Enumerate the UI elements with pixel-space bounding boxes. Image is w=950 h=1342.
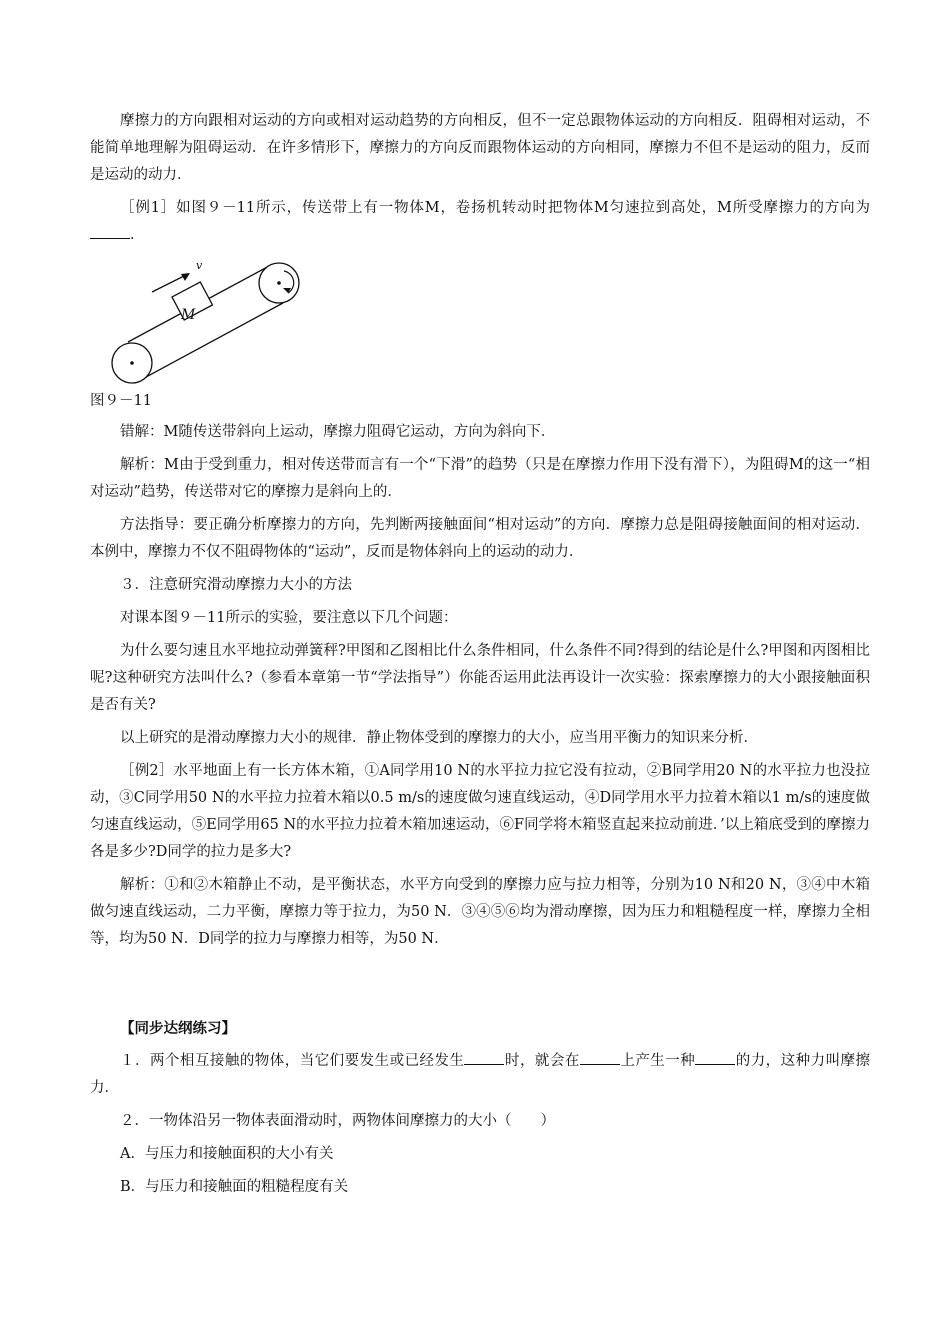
example-2: ［例2］水平地面上有一长方体木箱，①A同学用10 N的水平拉力拉它没有拉动，②B同学用20 N的水平拉力也没拉动，③C同学用50 N的水平拉力拉着木箱以0.5 m/s的速度做匀速直线运动，④D同学用水平力拉着木箱以1 m/s的速度做匀速直线运动，⑤E同学用65 N的水平拉力拉着木箱加速运动，⑥F同学将木箱竖直起来拉动前进．’以上箱底受到的摩擦力各是多少?D同学的拉力是多大? bbox=[90, 763, 870, 860]
block-m-label: M bbox=[181, 307, 196, 323]
conveyor-belt-figure bbox=[90, 259, 310, 389]
example-1-end: ． bbox=[130, 227, 145, 243]
question-1-part-d: 的力，这种力叫摩擦力． bbox=[90, 1053, 871, 1096]
belt-bottom-line bbox=[135, 303, 283, 383]
paragraph-friction-direction: 摩擦力的方向跟相对运动的方向或相对运动趋势的方向相反，但不一定总跟物体运动的方向相反．阻碍相对运动，不能简单地理解为阻碍运动．在许多情形下，摩擦力的方向反而跟物体运动的方向相同，摩擦力不但不是运动的阻力，反而是运动的动力． bbox=[90, 113, 870, 183]
upper-pulley-axle bbox=[277, 281, 281, 285]
conveyor-diagram bbox=[90, 259, 310, 389]
figure-caption: 图９－11 bbox=[90, 393, 152, 409]
question-1-part-b: 时，就会在 bbox=[504, 1053, 580, 1069]
question-1-blank-3 bbox=[695, 1050, 735, 1065]
analysis-2: 解析：①和②木箱静止不动，是平衡状态，水平方向受到的摩擦力应与拉力相等，分别为10 N和20 N，③④中木箱做匀速直线运动，二力平衡，摩擦力等于拉力，为50 N．③④⑤⑥均为滑动摩擦，因为压力和粗糙程度一样，摩擦力全相等，均为50 N．D同学的拉力与摩擦力相等，为50 N． bbox=[90, 877, 870, 947]
question-2-option-a: A．与压力和接触面积的大小有关 bbox=[120, 1146, 334, 1162]
question-2-option-b: B．与压力和接触面的粗糙程度有关 bbox=[120, 1179, 349, 1195]
document-page bbox=[90, 108, 870, 1201]
experiment-intro: 对课本图９－11所示的实验，要注意以下几个问题： bbox=[120, 610, 458, 626]
question-1-blank-1 bbox=[464, 1050, 504, 1065]
question-1-part-a: １．两个相互接触的物体，当它们要发生或已经发生 bbox=[120, 1053, 465, 1069]
example-1-text: ［例1］如图９－11所示，传送带上有一物体M，卷扬机转动时把物体M匀速拉到高处，M所受摩擦力的方向为 bbox=[120, 200, 870, 216]
analysis-1: 解析：M由于受到重力，相对传送带而言有一个“下滑”的趋势（只是在摩擦力作用下没有滑下），为阻碍M的这一“相对运动”趋势，传送带对它的摩擦力是斜向上的． bbox=[90, 457, 870, 500]
example-1-question bbox=[90, 195, 870, 249]
question-1 bbox=[90, 1048, 870, 1102]
question-2: ２．一物体沿另一物体表面滑动时，两物体间摩擦力的大小（ ） bbox=[120, 1113, 555, 1129]
wrong-solution: 错解：M随传送带斜向上运动，摩擦力阻碍它运动，方向为斜向下． bbox=[120, 424, 556, 440]
practice-heading: 【同步达纲练习】 bbox=[120, 1020, 236, 1037]
question-1-blank-2 bbox=[580, 1050, 620, 1065]
answer-blank bbox=[90, 224, 130, 239]
method-guidance: 方法指导：要正确分析摩擦力的方向，先判断两接触面间“相对运动”的方向．摩擦力总是阻碍接触面间的相对运动．本例中，摩擦力不仅不阻碍物体的“运动”，反而是物体斜向上的运动的动力． bbox=[90, 517, 870, 560]
summary-paragraph: 以上研究的是滑动摩擦力大小的规律．静止物体受到的摩擦力的大小，应当用平衡力的知识来分析． bbox=[120, 730, 758, 746]
question-1-part-c: 上产生一种 bbox=[619, 1053, 696, 1069]
section-3-title: ３．注意研究滑动摩擦力大小的方法 bbox=[120, 577, 352, 593]
velocity-label: v bbox=[196, 259, 203, 272]
experiment-questions: 为什么要匀速且水平地拉动弹簧秤?甲图和乙图相比什么条件相同，什么条件不同?得到的结论是什么?甲图和丙图相比呢?这种研究方法叫什么?（参看本章第一节“学法指导”）你能否运用此法再设计一次实验：探索摩擦力的大小跟接触面积是否有关? bbox=[90, 643, 870, 713]
lower-pulley-axle bbox=[130, 361, 134, 365]
